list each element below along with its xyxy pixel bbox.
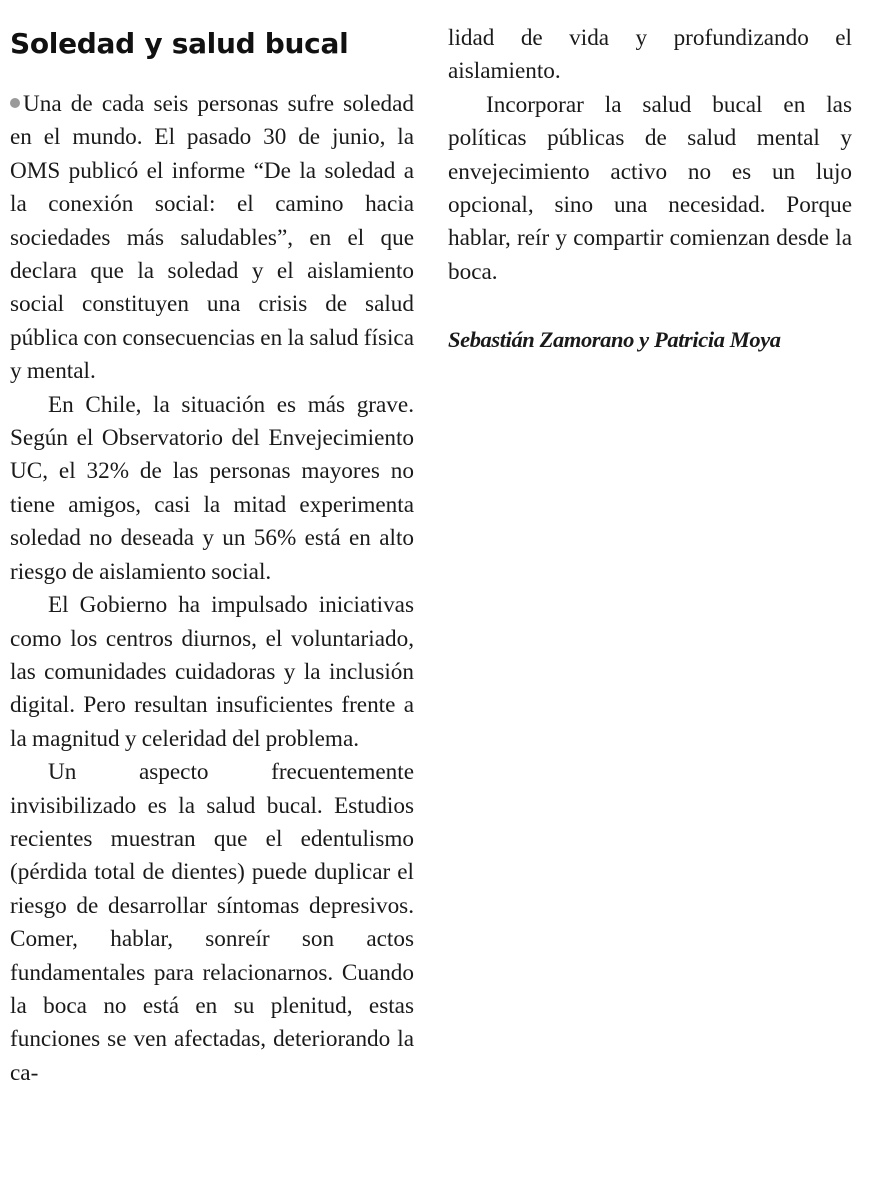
article-paragraph: Incorporar la salud bucal en las políticas públicas de salud mental y envejecimiento activo no es un lujo opcional, sino una necesidad. Porque hablar, reír y compartir comienzan desde la boca. bbox=[448, 91, 852, 285]
article-paragraph-continued: lidad de vida y profundizando el aislamiento. bbox=[448, 25, 852, 85]
paragraph-text: Una de cada seis personas sufre soledad en el mundo. El pasado 30 de junio, la OMS publicó el informe “De la soledad a la conexión social: el camino hacia sociedades más saludables”, en el que declara que la soledad y el aislamiento social constituyen una crisis de salud pública con consecuencias en la salud física y mental. bbox=[10, 91, 414, 385]
article-paragraph: En Chile, la situación es más grave. Según el Observatorio del Envejecimiento UC, el 32% de las personas mayores no tiene amigos, casi la mitad experimenta soledad no deseada y un 56% está en alto riesgo de aislamiento social. bbox=[10, 391, 414, 585]
bullet-icon bbox=[10, 98, 20, 108]
article-paragraph bbox=[10, 88, 414, 389]
author-signature: Sebastián Zamorano y Patricia Moya bbox=[448, 327, 781, 353]
article-title: Soledad y salud bucal bbox=[10, 27, 349, 60]
article-paragraph: Un aspecto frecuentemente invisibilizado es la salud bucal. Estudios recientes muestran que el edentulismo (pérdida total de dientes) puede duplicar el riesgo de desarrollar síntomas depresivos. Comer, hablar, sonreír son actos fundamentales para relacionarnos. Cuando la boca no está en su plenitud, estas funciones se ven afectadas, deteriorando la ca- bbox=[10, 759, 414, 1086]
article-paragraph: El Gobierno ha impulsado iniciativas como los centros diurnos, el voluntariado, las comunidades cuidadoras y la inclusión digital. Pero resultan insuficientes frente a la magnitud y celeridad del problema. bbox=[10, 592, 414, 752]
left-column bbox=[10, 22, 414, 1090]
right-column bbox=[448, 22, 852, 356]
